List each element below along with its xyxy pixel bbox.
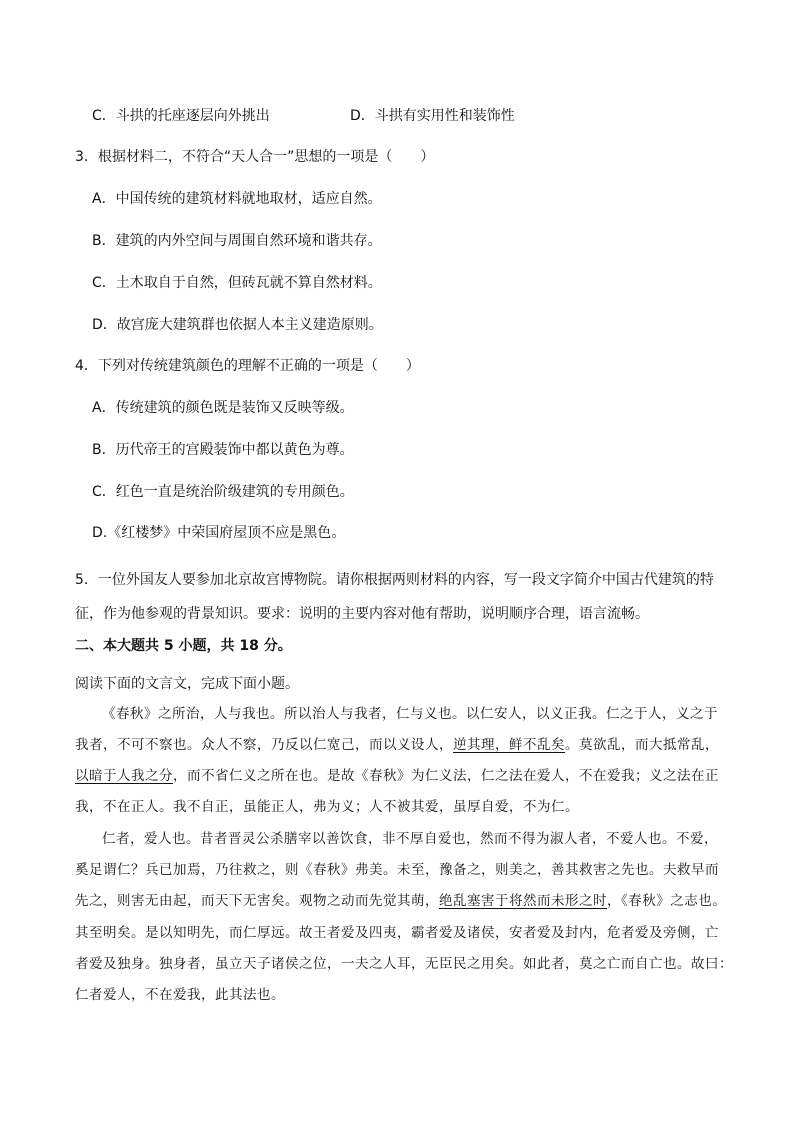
question-2-option-d: D．斗拱有实用性和装饰性: [350, 108, 515, 124]
passage-line: 奚足谓仁？兵已加焉，乃往救之，则《春秋》弗美。未至，豫备之，则美之，善其救害之先也。夫救早而: [75, 862, 719, 878]
question-4-option-d: D.《红楼梦》中荣国府屋顶不应是黑色。: [92, 525, 346, 541]
question-2-option-c: C．斗拱的托座逐层向外挑出: [92, 108, 270, 124]
question-3-option-c: C．土木取自于自然，但砖瓦就不算自然材料。: [92, 275, 382, 291]
question-4-stem: 4．下列对传统建筑颜色的理解不正确的一项是（ ）: [75, 358, 420, 374]
question-3-stem: 3．根据材料二，不符合“天人合一”思想的一项是（ ）: [75, 149, 435, 165]
passage-line: 以暗于人我之分，而不省仁义之所在也。是故《春秋》为仁义法，仁之法在爱人，不在爱我；义之法在正: [75, 768, 719, 784]
question-4-option-c: C．红色一直是统治阶级建筑的专用颜色。: [92, 484, 354, 500]
passage-line: 我，不在正人。我不自正，虽能正人，弗为义；人不被其爱，虽厚自爱，不为仁。: [75, 799, 579, 815]
passage-line: 者爱及独身。独身者，虽立天子诸侯之位，一夫之人耳，无臣民之用矣。如此者，莫之亡而自亡也。故曰：: [75, 956, 733, 972]
question-3-option-a: A．中国传统的建筑材料就地取材，适应自然。: [92, 191, 382, 207]
passage-line: 《春秋》之所治，人与我也。所以治人与我者，仁与义也。以仁安人，以义正我。仁之于人，义之于: [102, 706, 718, 722]
question-3-option-d: D．故宫庞大建筑群也依据人本主义建造原则。: [92, 317, 383, 333]
underlined-sentence: 逆其理，鲜不乱矣: [453, 737, 565, 753]
section-instruction: 阅读下面的文言文，完成下面小题。: [75, 676, 299, 692]
passage-line: 仁者，爱人也。昔者晋灵公杀膳宰以善饮食，非不厚自爱也，然而不得为淑人者，不爱人也。不爱，: [102, 831, 718, 847]
passage-line: 先之，则害无由起，而天下无害矣。观物之动而先觉其萌，绝乱塞害于将然而未形之时，《春秋》之志也。: [75, 893, 727, 909]
passage-line: 其至明矣。是以知明先，而仁厚远。故王者爱及四夷，霸者爱及诸侯，安者爱及封内，危者爱及旁侧，亡: [75, 925, 719, 941]
question-3-option-b: B．建筑的内外空间与周围自然环境和谐共存。: [92, 233, 382, 249]
passage-line: 我者，不可不察也。众人不察，乃反以仁宽己，而以义设人，逆其理，鲜不乱矣。莫欲乱，而大抵常乱，: [75, 737, 719, 753]
underlined-sentence: 以暗于人我之分: [75, 768, 173, 784]
section-heading: 二、本大题共 5 小题，共 18 分。: [75, 638, 292, 654]
question-4-option-b: B．历代帝王的宫殿装饰中都以黄色为尊。: [92, 442, 354, 458]
question-5-stem: 5．一位外国友人要参加北京故宫博物院。请你根据两则材料的内容，写一段文字简介中国古代建筑的特征，作为他参观的背景知识。要求：说明的主要内容对他有帮助，说明顺序合理，语言流畅。: [75, 572, 714, 622]
underlined-sentence: 绝乱塞害于将然而未形之时: [439, 893, 607, 909]
question-4-option-a: A．传统建筑的颜色既是装饰又反映等级。: [92, 400, 354, 416]
passage-line: 仁者爱人，不在爱我，此其法也。: [75, 987, 285, 1003]
